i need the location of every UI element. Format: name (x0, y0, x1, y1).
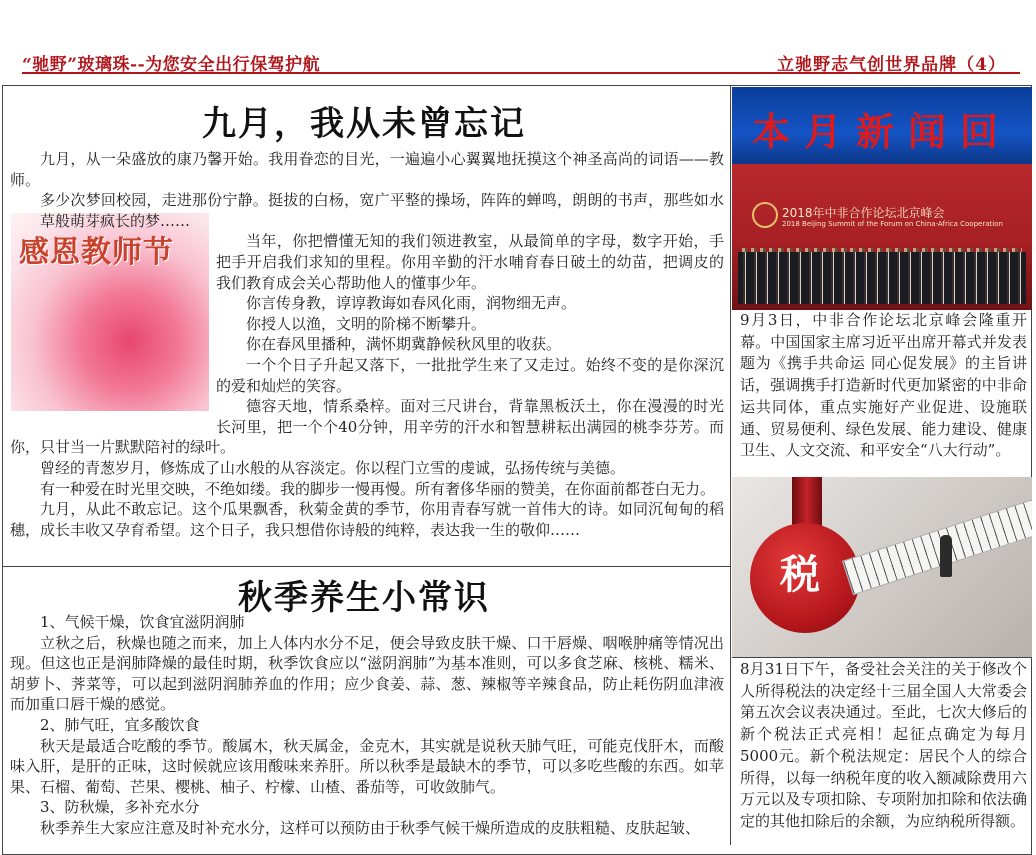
article1-paragraph: 多少次梦回校园，走进那份宁静。挺拔的白杨，宽广平整的操场，阵阵的蝉鸣，朗朗的书声，那些如水草般萌芽疯长的梦…… (40, 191, 724, 230)
article1-paragraph: 有一种爱在时光里交映，不绝如缕。我的脚步一慢再慢。所有奢侈华丽的赞美，在你面前都苍白无力。 (40, 479, 716, 498)
tax-stamp-text: 税 (780, 552, 820, 598)
news-item-summit: 9月3日，中非合作论坛北京峰会隆重开幕。中国国家主席习近平出席开幕式并发表题为《携手共命运 同心促发展》的主旨讲话，强调携手打造新时代更加紧密的中非命运共同体，重点实施好产业促进、设施联通、贸易便利、绿色发展、能力建设、健康卫生、人文交流、和平安全“八大行动”。 (740, 311, 1027, 460)
article1-paragraph: 九月，从一朵盛放的康乃馨开始。我用眷恋的目光，一遍遍小心翼翼地抚摸这个神圣高尚的词语——教师。 (10, 150, 724, 189)
summit-photo-subtitle: 2018 Beijing Summit of the Forum on China-Africa Cooperation (782, 220, 1003, 228)
image-spacer (10, 231, 216, 429)
summit-photo (732, 164, 1032, 310)
article1-body (10, 149, 724, 540)
teachers-day-caption: 感恩教师节 (19, 235, 174, 270)
tax-photo (732, 477, 1032, 657)
article2-paragraph: 立秋之后，秋燥也随之而来，加上人体内水分不足，便会导致皮肤干燥、口干唇燥、咽喉肿痛等情况出现。但这也正是润肺降燥的最佳时期，秋季饮食应以“滋阴润肺”为基本准则，可以多食芝麻、核桃、糯米、胡萝卜、荠菜等，可以起到滋阴润肺养血的作用；应少食姜、蒜、葱、辣椒等辛辣食品，防止耗伤阴血津液而加重口唇干燥的感觉。 (10, 633, 724, 714)
header-right-slogan: 立驰野志气创世界品牌（4） (777, 55, 1006, 75)
article2-subheading: 2、肺气旺，宜多酸饮食 (40, 715, 200, 734)
article1-paragraph: 曾经的青葱岁月，修炼成了山水般的从容淡定。你以程门立雪的虔诚，弘扬传统与美德。 (40, 458, 626, 477)
summit-logo-icon (752, 202, 778, 228)
sidebar-divider (732, 657, 1032, 658)
article2-paragraph: 秋天是最适合吃酸的季节。酸属木，秋天属金，金克木，其实就是说秋天肺气旺，可能克伐肝木，而酸味入肝，是肝的正味，这时候就应该用酸味来养肝。所以秋季是最缺木的季节，可以多吃些酸的东西。如苹果、石榴、葡萄、芒果、樱桃、柚子、柠檬、山楂、番茄等，可收敛肺气。 (10, 736, 724, 796)
news-review-banner (732, 87, 1032, 164)
article2-subheading: 1、气候干燥，饮食宜滋阴润肺 (40, 613, 245, 631)
summit-photo-title: 2018年中非合作论坛北京峰会 (782, 206, 945, 220)
article-separator (2, 566, 731, 567)
ruler-icon (842, 489, 1032, 595)
header-rule (22, 72, 1020, 74)
article1-title: 九月，我从未曾忘记 (202, 104, 526, 144)
delegates-group (738, 252, 1026, 304)
article1-paragraph: 德容天地，情系桑梓。面对三尺讲台，背靠黑板沃土，你在漫漫的时光长河里，把一个个40分钟，用辛劳的汗水和智慧耕耘出满园的桃李芬芳。而你，只甘当一片默默陪衬的绿叶。 (10, 397, 724, 457)
article1-paragraph: 你在春风里播种，满怀期冀静候秋风里的收获。 (246, 335, 562, 354)
article1-paragraph: 你言传身教，谆谆教诲如春风化雨，润物细无声。 (246, 294, 577, 313)
article1-paragraph: 一个个日子升起又落下，一批批学生来了又走过。始终不变的是你深沉的爱和灿烂的笑容。 (216, 355, 724, 395)
article1-paragraph: 当年，你把懵懂无知的我们领进教室，从最简单的字母，数字开始，手把手开启我们求知的里程。你用辛勤的汗水哺育春日破土的幼苗，把调皮的我们教育成会关心帮助他人的懂事少年。 (216, 232, 724, 292)
article1-paragraph: 你授人以渔，文明的阶梯不断攀升。 (246, 314, 487, 333)
article1-paragraph: 九月，从此不敢忘记。这个瓜果飘香，秋菊金黄的季节，你用青春写就一首伟大的诗。如同沉甸甸的稻穗，成长丰收又孕育希望。这个日子，我只想借你诗般的纯粹，表达我一生的敬仰…… (10, 500, 724, 539)
article2-body (10, 612, 724, 839)
article2-subheading: 3、防秋燥，多补充水分 (40, 798, 200, 817)
news-item-tax: 8月31日下午，备受社会关注的关于修改个人所得税法的决定经十三届全国人大常委会第五次会议表决通过。至此，七次大修后的新个税法正式亮相！起征点确定为每月5000元。新个税法规定：居民个人的综合所得，以每一纳税年度的收入额减除费用六万元以及专项扣除、专项附加扣除和依法确定的其他扣除后的余额，为应纳税所得额。 (740, 660, 1027, 830)
article2-paragraph: 秋季养生大家应注意及时补充水分，这样可以预防由于秋季气候干燥所造成的皮肤粗糙、皮肤起皱、 (40, 818, 701, 837)
news-review-banner-text: 本月新闻回 (751, 109, 1012, 154)
businessman-figure (940, 535, 952, 577)
header-left-slogan: “驰野”玻璃珠--为您安全出行保驾护航 (22, 55, 321, 75)
article2-title: 秋季养生小常识 (238, 578, 490, 618)
